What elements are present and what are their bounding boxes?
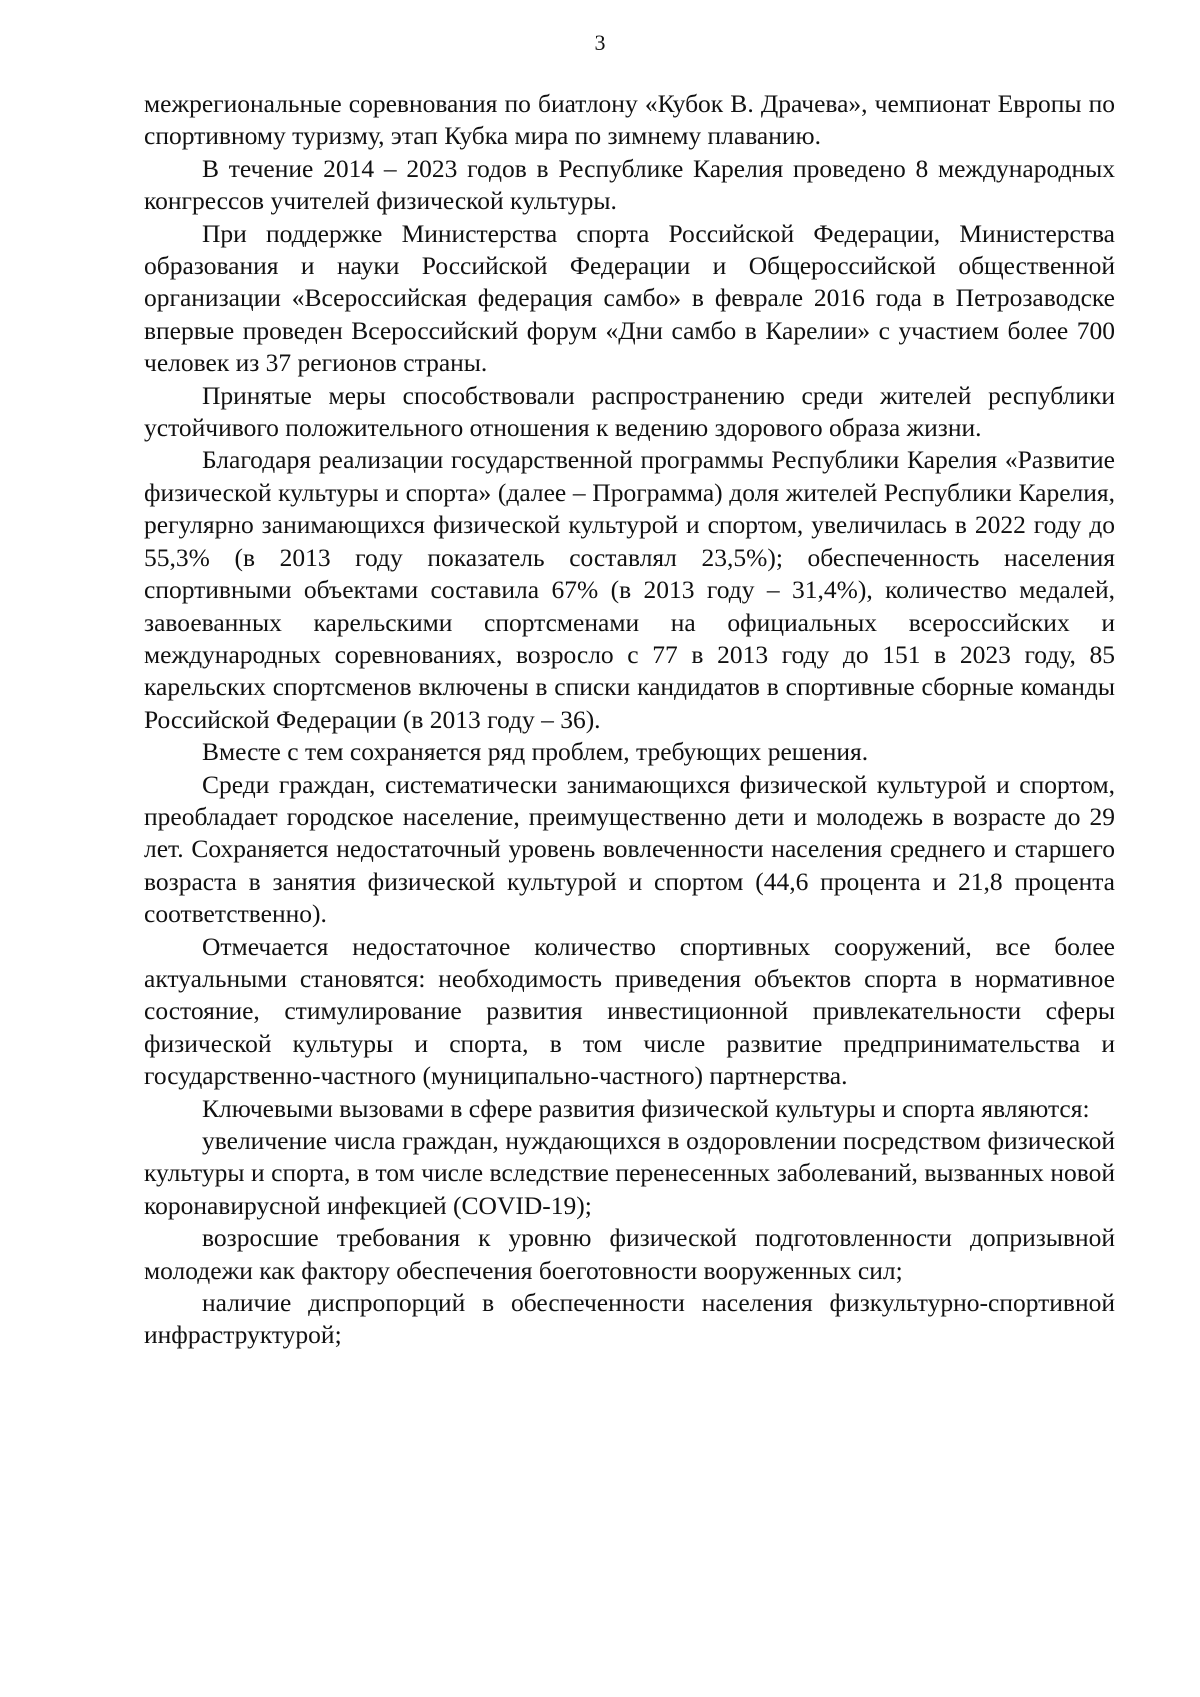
paragraph-healthy-lifestyle: Принятые меры способствовали распространению среди жителей республики устойчивого положительного отношения к ведению здорового образа жизни.	[144, 380, 1115, 443]
paragraph-congresses: В течение 2014 – 2023 годов в Республике Карелия проведено 8 международных конгрессов учителей физической культуры.	[144, 153, 1115, 216]
paragraph-continuation: межрегиональные соревнования по биатлону «Кубок В. Драчева», чемпионат Европы по спортивному туризму, этап Кубка мира по зимнему плаванию.	[144, 89, 1115, 151]
paragraph-problems: Вместе с тем сохраняется ряд проблем, требующих решения.	[202, 737, 869, 767]
page-number: 3	[594, 30, 606, 55]
document-body	[144, 88, 1115, 1352]
list-item-youth-fitness: возросшие требования к уровню физической подготовленности допризывной молодежи как фактору обеспечения боеготовности вооруженных сил;	[144, 1223, 1115, 1285]
list-item-health: увеличение числа граждан, нуждающихся в оздоровлении посредством физической культуры и спорта, в том числе вследствие перенесенных заболеваний, вызванных новой коронавирусной инфекцией (COVID-19);	[144, 1126, 1115, 1220]
paragraph-challenges-intro: Ключевыми вызовами в сфере развития физической культуры и спорта являются:	[202, 1093, 1090, 1123]
paragraph-program-results: Благодаря реализации государственной программы Республики Карелия «Развитие физической культуры и спорта» (далее – Программа) доля жителей Республики Карелия, регулярно занимающихся физической культурой и спортом, увеличилась в 2022 году до 55,3% (в 2013 году показатель составлял 23,5%); обеспеченность населения спортивными объектами составила 67% (в 2013 году – 31,4%), количество медалей, завоеванных карельскими спортсменами на официальных всероссийских и международных соревнованиях, возросло с 77 в 2013 году до 151 в 2023 году, 85 карельских спортсменов включены в списки кандидатов в спортивные сборные команды Российской Федерации (в 2013 году – 36).	[144, 445, 1115, 734]
list-item-infrastructure: наличие диспропорций в обеспеченности населения физкультурно-спортивной инфраструктурой;	[144, 1288, 1115, 1350]
paragraph-facilities: Отмечается недостаточное количество спортивных сооружений, все более актуальными становятся: необходимость приведения объектов спорта в нормативное состояние, стимулирование развития инвестиционной привлекательности сферы физической культуры и спорта, в том числе развитие предпринимательства и государственно-частного (муниципально-частного) партнерства.	[144, 931, 1115, 1091]
paragraph-citizens: Среди граждан, систематически занимающихся физической культурой и спортом, преобладает городское население, преимущественно дети и молодежь в возрасте до 29 лет. Сохраняется недостаточный уровень вовлеченности населения среднего и старшего возраста в занятия физической культурой и спортом (44,6 процента и 21,8 процента соответственно).	[144, 769, 1115, 929]
paragraph-sambo-forum: При поддержке Министерства спорта Российской Федерации, Министерства образования и науки Российской Федерации и Общероссийской общественной организации «Всероссийская федерация самбо» в феврале 2016 года в Петрозаводске впервые проведен Всероссийский форум «Дни самбо в Карелии» с участием более 700 человек из 37 регионов страны.	[144, 218, 1115, 378]
